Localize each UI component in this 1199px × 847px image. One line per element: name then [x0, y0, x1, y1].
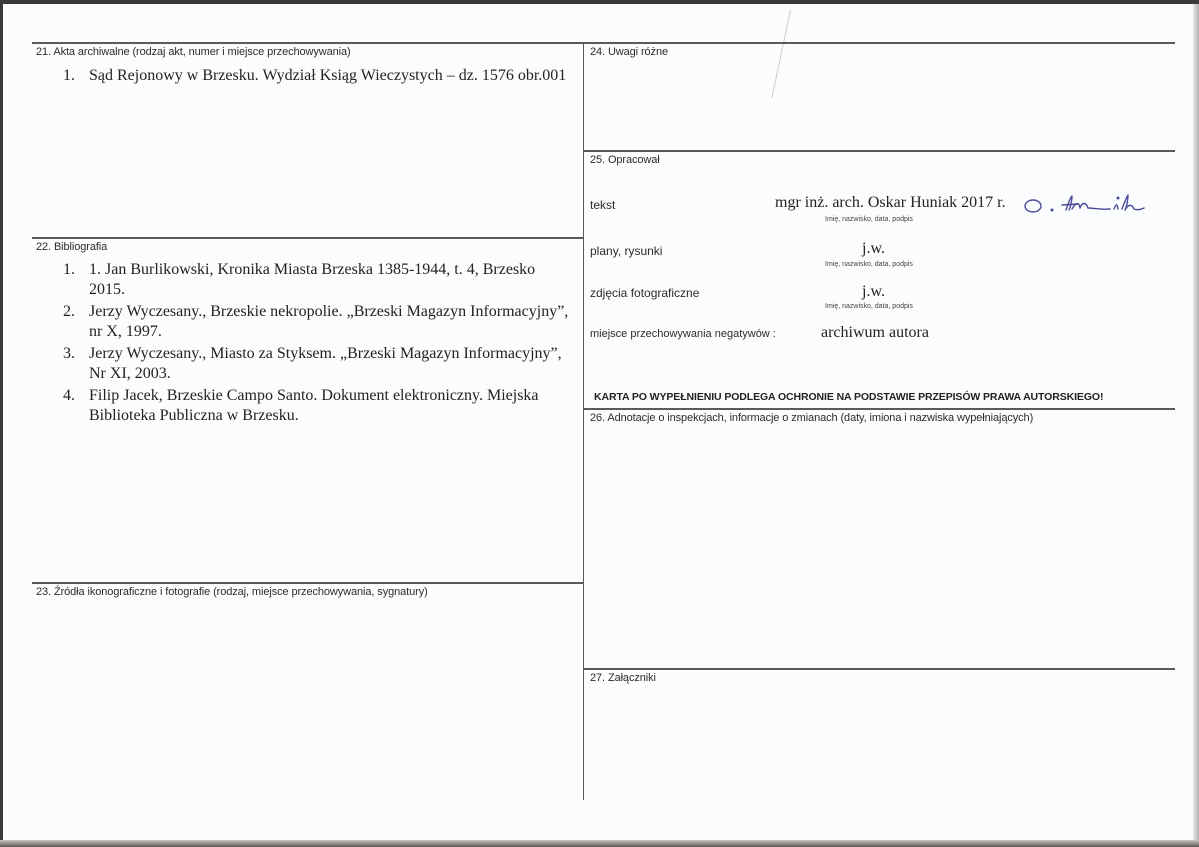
handwritten-signature — [1022, 192, 1152, 218]
field-caption-zdjecia: Imię, nazwisko, data, podpis — [825, 303, 913, 310]
section-23-title: 23. Źródła ikonograficzne i fotografie (rodzaj, miejsce przechowywania, sygnatury) — [36, 586, 428, 598]
item-text: 1. Jan Burlikowski, Kronika Miasta Brzeska 1385-1944, t. 4, Brzesko 2015. — [89, 261, 536, 298]
rule-26 — [583, 408, 1175, 410]
section-26-title: 26. Adnotacje o inspekcjach, informacje o zmianach (daty, imiona i nazwiska wypełniających) — [590, 412, 1034, 424]
field-label-negatywy: miejsce przechowywania negatywów : — [590, 328, 776, 340]
rule-25 — [583, 150, 1175, 152]
item-number: 1. — [63, 261, 75, 278]
list-item — [63, 66, 573, 86]
field-value-tekst: mgr inż. arch. Oskar Huniak 2017 r. — [775, 194, 1006, 211]
section-22-title: 22. Bibliografia — [36, 241, 108, 253]
field-label-zdjecia: zdjęcia fotograficzne — [590, 286, 700, 300]
item-text: Jerzy Wyczesany., Miasto za Styksem. „Brzeski Magazyn Informacyjny”, Nr XI, 2003. — [89, 345, 562, 382]
section-21-list — [63, 66, 573, 86]
scan-edge-bottom — [0, 840, 1199, 847]
item-text: Sąd Rejonowy w Brzesku. Wydział Ksiąg Wieczystych – dz. 1576 obr.001 — [89, 67, 567, 84]
list-item — [63, 344, 573, 384]
section-27-title: 27. Załączniki — [590, 672, 656, 684]
item-text: Filip Jacek, Brzeskie Campo Santo. Dokument elektroniczny. Miejska Biblioteka Publiczna w Brzesku. — [89, 387, 539, 424]
rule-27 — [583, 668, 1175, 670]
section-22-list — [63, 260, 573, 426]
field-value-zdjecia: j.w. — [862, 283, 885, 300]
rule-22 — [32, 237, 583, 239]
list-item — [63, 302, 573, 342]
scan-edge-right — [1193, 4, 1199, 844]
top-rule — [32, 42, 1175, 44]
item-number: 4. — [63, 387, 75, 404]
rule-23 — [32, 582, 583, 584]
section-21-title: 21. Akta archiwalne (rodzaj akt, numer i miejsce przechowywania) — [36, 46, 351, 58]
list-item — [63, 260, 573, 300]
item-number: 3. — [63, 345, 75, 362]
field-label-plany: plany, rysunki — [590, 244, 663, 258]
field-value-plany: j.w. — [862, 240, 885, 257]
field-caption-tekst: Imię, nazwisko, data, podpis — [825, 216, 913, 223]
section-25-title: 25. Opracował — [590, 154, 660, 166]
section-24-title: 24. Uwagi różne — [590, 46, 668, 58]
column-divider — [583, 42, 584, 800]
copyright-notice: KARTA PO WYPEŁNIENIU PODLEGA OCHRONIE NA PODSTAWIE PRZEPISÓW PRAWA AUTORSKIEGO! — [594, 391, 1104, 403]
item-number: 1. — [63, 67, 75, 84]
field-label-tekst: tekst — [590, 198, 616, 212]
item-number: 2. — [63, 303, 75, 320]
list-item — [63, 386, 573, 426]
item-text: Jerzy Wyczesany., Brzeskie nekropolie. „Brzeski Magazyn Informacyjny”, nr X, 1997. — [89, 303, 569, 340]
field-value-negatywy: archiwum autora — [821, 324, 929, 341]
field-caption-plany: Imię, nazwisko, data, podpis — [825, 261, 913, 268]
